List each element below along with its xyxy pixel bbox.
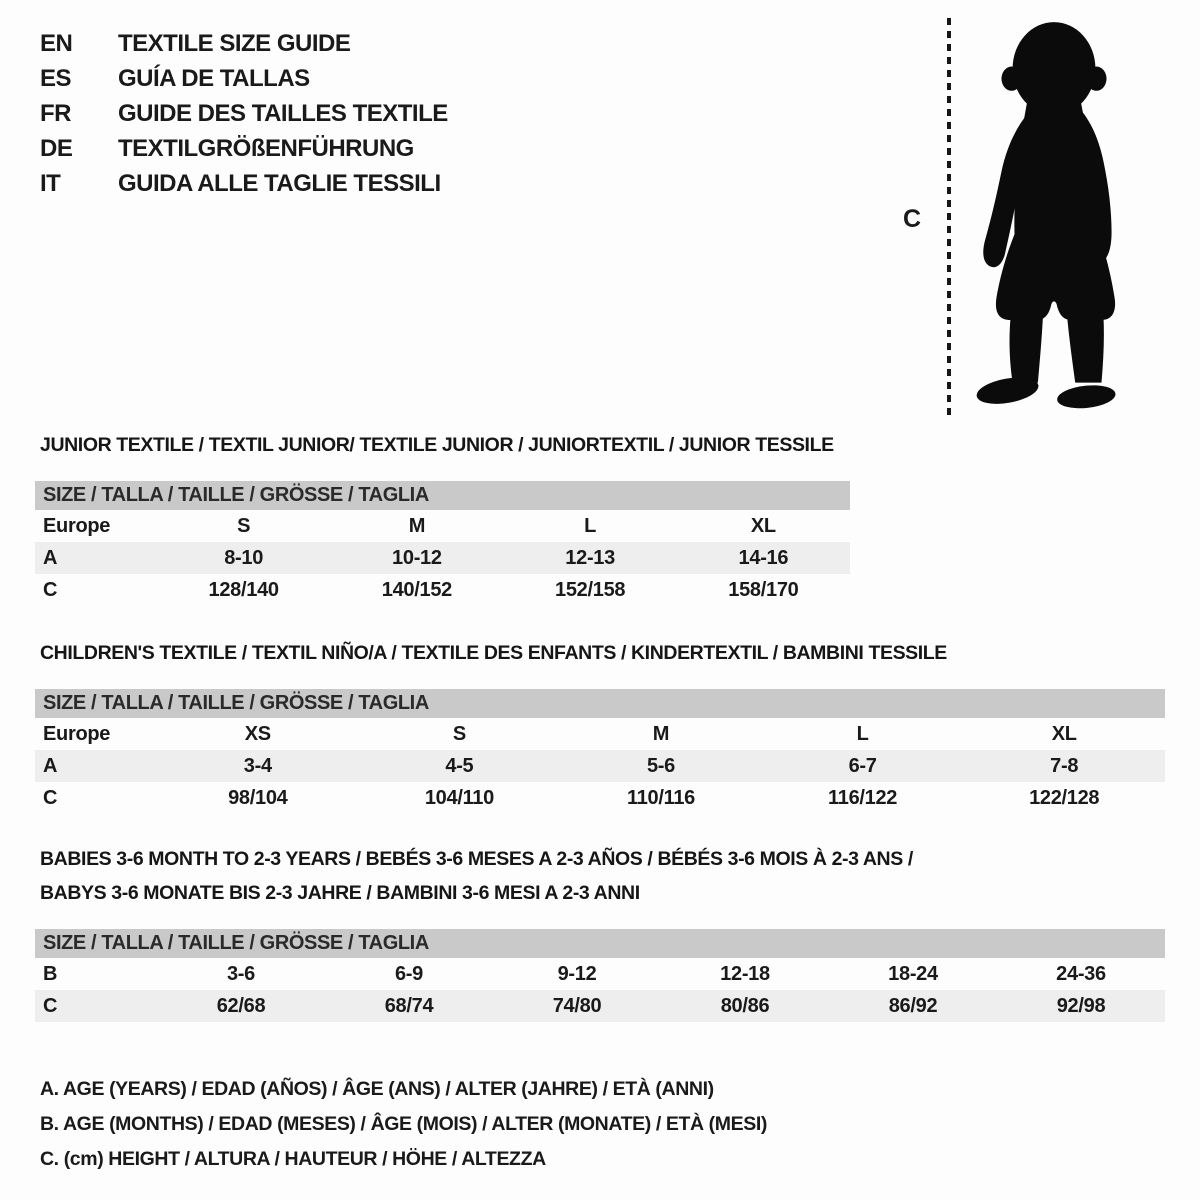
row-label: A [43, 754, 58, 777]
language-title-fr: GUIDE DES TAILLES TEXTILE [118, 99, 448, 127]
babies-row-months [35, 958, 1165, 990]
language-row-de [40, 131, 448, 166]
junior-size-table [35, 481, 850, 606]
height-cell: 140/152 [381, 578, 452, 601]
height-cell: 110/116 [626, 786, 695, 809]
height-cell: 158/170 [728, 578, 799, 601]
age-cell: 10-12 [392, 546, 442, 569]
age-cell: 7-8 [1050, 754, 1079, 777]
junior-section-title: JUNIOR TEXTILE / TEXTIL JUNIOR/ TEXTILE JUNIOR / JUNIORTEXTIL / JUNIOR TESSILE [40, 434, 834, 456]
language-code-en: EN [40, 29, 73, 57]
children-row-europe [35, 718, 1165, 750]
legend-line-a: A. AGE (YEARS) / EDAD (AÑOS) / ÂGE (ANS) / ALTER (JAHRE) / ETÀ (ANNI) [40, 1078, 714, 1100]
size-cell: XS [244, 722, 271, 745]
babies-title-line-2: BABYS 3-6 MONATE BIS 2-3 JAHRE / BAMBINI 3-6 MESI A 2-3 ANNI [40, 882, 640, 904]
children-size-table [35, 689, 1165, 814]
children-row-height [35, 782, 1165, 814]
legend-line-c: C. (cm) HEIGHT / ALTURA / HAUTEUR / HÖHE / ALTEZZA [40, 1148, 546, 1170]
height-measure-label: C [903, 205, 922, 233]
months-cell: 9-12 [557, 962, 597, 985]
months-cell: 18-24 [888, 962, 938, 985]
junior-row-height [35, 574, 850, 606]
height-cell: 128/140 [208, 578, 279, 601]
age-cell: 4-5 [445, 754, 474, 777]
language-row-it [40, 166, 448, 201]
row-label: Europe [43, 514, 111, 537]
months-cell: 3-6 [226, 962, 255, 985]
babies-section-title [40, 842, 913, 910]
language-code-de: DE [40, 134, 73, 162]
junior-row-europe [35, 510, 850, 542]
size-cell: M [652, 722, 670, 745]
age-cell: 12-13 [565, 546, 615, 569]
row-label: Europe [43, 722, 111, 745]
age-cell: 3-4 [243, 754, 272, 777]
babies-title-line-1: BABIES 3-6 MONTH TO 2-3 YEARS / BEBÉS 3-6 MESES A 2-3 AÑOS / BÉBÉS 3-6 MOIS À 2-3 ANS / [40, 848, 913, 870]
babies-row-height [35, 990, 1165, 1022]
language-row-en [40, 26, 448, 61]
row-label: C [43, 994, 58, 1017]
babies-size-table [35, 929, 1165, 1022]
age-cell: 6-7 [848, 754, 877, 777]
size-cell: M [408, 514, 426, 537]
language-title-es: GUÍA DE TALLAS [118, 64, 310, 92]
children-row-age [35, 750, 1165, 782]
months-cell: 24-36 [1056, 962, 1106, 985]
size-cell: XL [750, 514, 776, 537]
height-measure-dashed-line [947, 18, 951, 416]
junior-row-age [35, 542, 850, 574]
height-cell: 122/128 [1029, 786, 1100, 809]
months-cell: 12-18 [720, 962, 770, 985]
row-label: A [43, 546, 58, 569]
height-cell: 152/158 [555, 578, 626, 601]
children-table-header: SIZE / TALLA / TAILLE / GRÖSSE / TAGLIA [35, 689, 1165, 718]
age-cell: 14-16 [738, 546, 789, 569]
language-title-list [40, 26, 448, 201]
language-row-es [40, 61, 448, 96]
height-cell: 116/122 [828, 786, 898, 809]
row-label: C [43, 786, 58, 809]
language-title-en: TEXTILE SIZE GUIDE [118, 29, 351, 57]
language-row-fr [40, 96, 448, 131]
size-cell: L [856, 722, 869, 745]
age-cell: 8-10 [224, 546, 264, 569]
age-cell: 5-6 [646, 754, 675, 777]
legend [40, 1072, 767, 1177]
height-cell: 98/104 [228, 786, 288, 809]
children-section-title: CHILDREN'S TEXTILE / TEXTIL NIÑO/A / TEXTILE DES ENFANTS / KINDERTEXTIL / BAMBINI TESSILE [40, 642, 947, 664]
toddler-silhouette-icon [962, 14, 1146, 418]
height-cell: 86/92 [888, 994, 938, 1017]
size-cell: XL [1051, 722, 1077, 745]
babies-table-header: SIZE / TALLA / TAILLE / GRÖSSE / TAGLIA [35, 929, 1165, 958]
height-cell: 62/68 [216, 994, 266, 1017]
language-code-es: ES [40, 64, 72, 92]
language-code-it: IT [40, 169, 61, 197]
size-cell: S [452, 722, 466, 745]
months-cell: 6-9 [394, 962, 423, 985]
height-cell: 104/110 [424, 786, 494, 809]
language-title-it: GUIDA ALLE TAGLIE TESSILI [118, 169, 441, 197]
size-cell: S [237, 514, 251, 537]
size-cell: L [584, 514, 597, 537]
height-cell: 92/98 [1056, 994, 1106, 1017]
language-title-de: TEXTILGRÖßENFÜHRUNG [118, 134, 414, 162]
legend-line-b: B. AGE (MONTHS) / EDAD (MESES) / ÂGE (MOIS) / ALTER (MONATE) / ETÀ (MESI) [40, 1113, 767, 1135]
height-cell: 80/86 [720, 994, 770, 1017]
language-code-fr: FR [40, 99, 71, 127]
height-cell: 74/80 [552, 994, 602, 1017]
row-label: C [43, 578, 58, 601]
row-label: B [43, 962, 58, 985]
junior-table-header: SIZE / TALLA / TAILLE / GRÖSSE / TAGLIA [35, 481, 850, 510]
height-cell: 68/74 [384, 994, 434, 1017]
